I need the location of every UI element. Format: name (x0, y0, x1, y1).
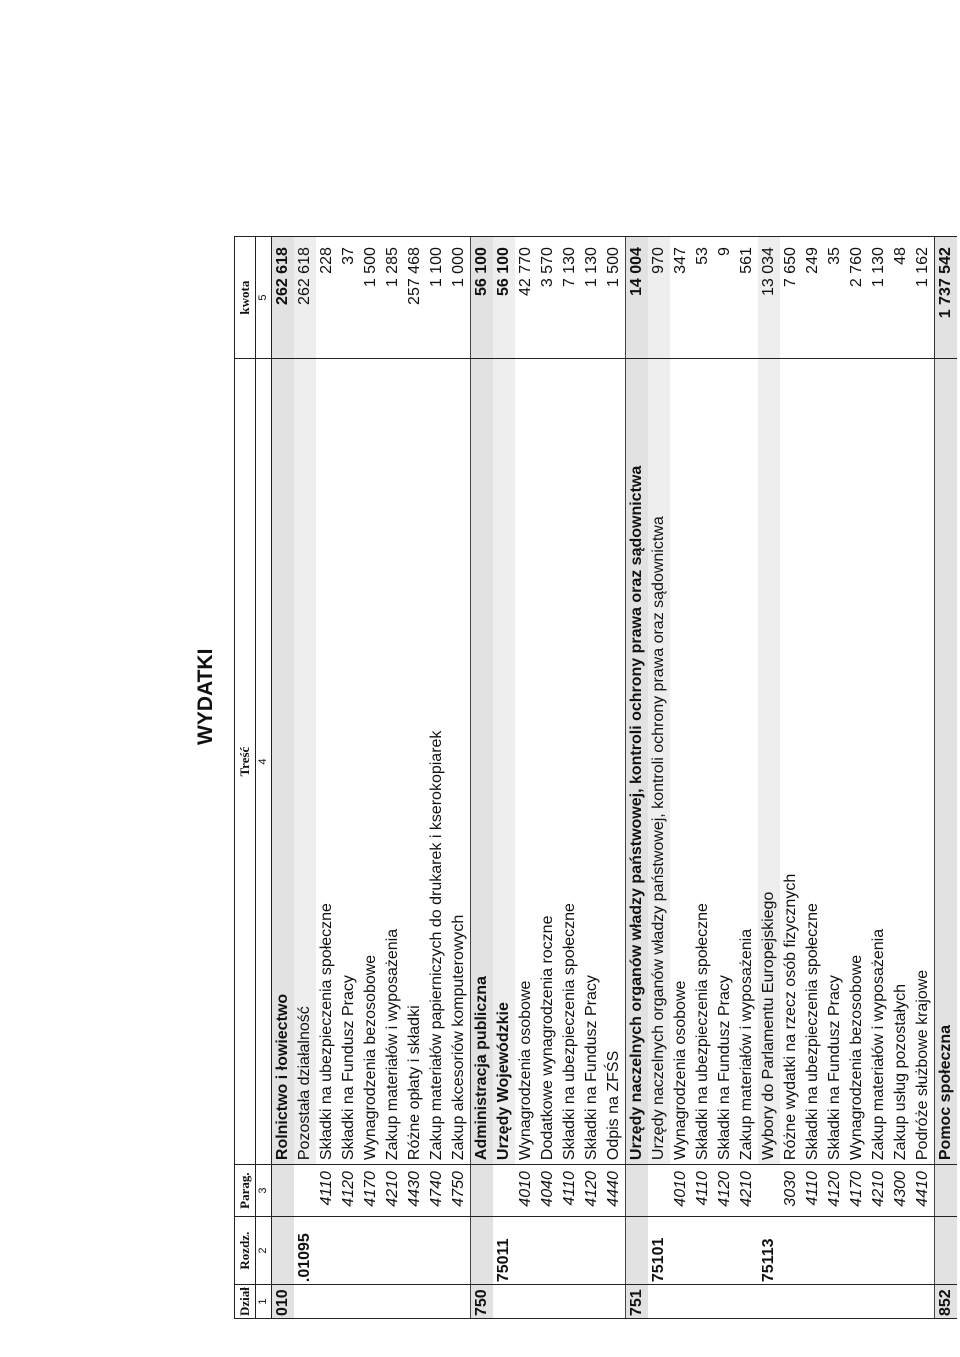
cell-dzial (736, 1285, 758, 1319)
cell-rozdz (404, 1217, 426, 1285)
cell-dzial (581, 1285, 603, 1319)
cell-parag: 4110 (316, 1165, 338, 1217)
table-row (471, 237, 494, 1319)
cell-parag: 4750 (448, 1165, 471, 1217)
cell-parag (493, 1165, 515, 1217)
cell-tresc: Wybory do Parlamentu Europejskiego (758, 359, 780, 1165)
cell-tresc: Różne opłaty i składki (404, 359, 426, 1165)
cell-dzial (780, 1285, 802, 1319)
column-number: 5 (256, 237, 272, 359)
cell-kwota: 3 570 (537, 237, 559, 359)
cell-tresc: Różne wydatki na rzecz osób fizycznych (780, 359, 802, 1165)
cell-tresc: Składki na ubezpieczenia społeczne (316, 359, 338, 1165)
column-number: 4 (256, 359, 272, 1165)
cell-kwota: 48 (890, 237, 912, 359)
cell-kwota: 7 130 (559, 237, 581, 359)
cell-tresc: Rolnictwo i łowiectwo (272, 359, 295, 1165)
cell-parag: 4110 (559, 1165, 581, 1217)
table-row (316, 237, 338, 1319)
header-tresc: Treść (235, 359, 256, 1165)
cell-tresc: Składki na ubezpieczenia społeczne (692, 359, 714, 1165)
cell-parag: 4430 (404, 1165, 426, 1217)
cell-dzial (868, 1285, 890, 1319)
cell-rozdz (846, 1217, 868, 1285)
cell-kwota: 1 100 (426, 237, 448, 359)
cell-dzial (493, 1285, 515, 1319)
cell-rozdz (316, 1217, 338, 1285)
cell-parag (272, 1165, 295, 1217)
cell-parag: 4440 (603, 1165, 626, 1217)
cell-rozdz (935, 1217, 958, 1285)
cell-kwota: 35 (824, 237, 846, 359)
cell-tresc: Zakup akcesoriów komputerowych (448, 359, 471, 1165)
table-row (758, 237, 780, 1319)
table-row (714, 237, 736, 1319)
cell-tresc: Wynagrodzenia bezosobowe (360, 359, 382, 1165)
cell-tresc: Zakup materiałów i wyposażenia (736, 359, 758, 1165)
cell-tresc: Pozostała działalność (294, 359, 316, 1165)
cell-parag (626, 1165, 649, 1217)
cell-tresc: Urzędy Wojewódzkie (493, 359, 515, 1165)
cell-parag (935, 1165, 958, 1217)
cell-rozdz (824, 1217, 846, 1285)
table-row (935, 237, 958, 1319)
cell-dzial (824, 1285, 846, 1319)
cell-kwota: 262 618 (294, 237, 316, 359)
cell-tresc: Wynagrodzenia osobowe (515, 359, 537, 1165)
table-row (338, 237, 360, 1319)
cell-kwota: 14 004 (626, 237, 649, 359)
cell-dzial (890, 1285, 912, 1319)
cell-tresc: Składki na ubezpieczenia społeczne (559, 359, 581, 1165)
table-row (912, 237, 935, 1319)
column-number-row (256, 237, 272, 1319)
table-row (360, 237, 382, 1319)
cell-parag: 4410 (912, 1165, 935, 1217)
cell-rozdz (382, 1217, 404, 1285)
cell-parag: 4120 (824, 1165, 846, 1217)
cell-dzial (648, 1285, 670, 1319)
cell-dzial: 751 (626, 1285, 649, 1319)
table-row (448, 237, 471, 1319)
cell-tresc: Podróże służbowe krajowe (912, 359, 935, 1165)
cell-parag: 4010 (670, 1165, 692, 1217)
table-row (670, 237, 692, 1319)
table-row (648, 237, 670, 1319)
cell-dzial (912, 1285, 935, 1319)
cell-rozdz (448, 1217, 471, 1285)
cell-parag (648, 1165, 670, 1217)
cell-dzial (758, 1285, 780, 1319)
cell-rozdz: .01095 (294, 1217, 316, 1285)
cell-kwota: 56 100 (493, 237, 515, 359)
cell-dzial: 852 (935, 1285, 958, 1319)
cell-rozdz (780, 1217, 802, 1285)
cell-parag: 4010 (515, 1165, 537, 1217)
table-row (382, 237, 404, 1319)
cell-rozdz (515, 1217, 537, 1285)
cell-rozdz (670, 1217, 692, 1285)
cell-tresc: Urzędy naczelnych organów władzy państwowej, kontroli ochrony prawa oraz sądownictwa (626, 359, 649, 1165)
cell-rozdz (868, 1217, 890, 1285)
table-row (802, 237, 824, 1319)
cell-tresc: Składki na Fundusz Pracy (714, 359, 736, 1165)
cell-dzial (382, 1285, 404, 1319)
table-row (780, 237, 802, 1319)
cell-rozdz: 75101 (648, 1217, 670, 1285)
header-parag: Parag. (235, 1165, 256, 1217)
cell-kwota: 1 500 (360, 237, 382, 359)
cell-tresc: Składki na Fundusz Pracy (824, 359, 846, 1165)
table-row (272, 237, 295, 1319)
cell-dzial: 750 (471, 1285, 494, 1319)
cell-kwota: 42 770 (515, 237, 537, 359)
cell-dzial (670, 1285, 692, 1319)
table-row (537, 237, 559, 1319)
column-number: 2 (256, 1217, 272, 1285)
header-rozdz: Rozdz. (235, 1217, 256, 1285)
cell-rozdz: 75011 (493, 1217, 515, 1285)
cell-tresc: Zakup usług pozostałych (890, 359, 912, 1165)
cell-parag: 4170 (846, 1165, 868, 1217)
cell-rozdz: 75113 (758, 1217, 780, 1285)
cell-tresc: Składki na Fundusz Pracy (581, 359, 603, 1165)
cell-kwota: 13 034 (758, 237, 780, 359)
cell-parag (471, 1165, 494, 1217)
cell-dzial (537, 1285, 559, 1319)
document-title: WYDATKI (194, 648, 217, 745)
cell-dzial (338, 1285, 360, 1319)
table-row (603, 237, 626, 1319)
header-kwota: kwota (235, 237, 256, 359)
cell-parag: 3030 (780, 1165, 802, 1217)
cell-tresc: Zakup materiałów i wyposażenia (382, 359, 404, 1165)
expenses-table (234, 236, 957, 1319)
table-row (426, 237, 448, 1319)
cell-rozdz (603, 1217, 626, 1285)
cell-kwota: 1 737 542 (935, 237, 958, 359)
cell-rozdz (802, 1217, 824, 1285)
cell-kwota: 1 500 (603, 237, 626, 359)
cell-kwota: 37 (338, 237, 360, 359)
cell-dzial (802, 1285, 824, 1319)
cell-kwota: 262 618 (272, 237, 295, 359)
cell-dzial (714, 1285, 736, 1319)
cell-rozdz (912, 1217, 935, 1285)
column-header-row (235, 237, 256, 1319)
cell-tresc: Dodatkowe wynagrodzenia roczne (537, 359, 559, 1165)
cell-kwota: 1 162 (912, 237, 935, 359)
cell-dzial (448, 1285, 471, 1319)
cell-dzial (846, 1285, 868, 1319)
table-body (272, 237, 958, 1319)
table-row (581, 237, 603, 1319)
table-row (493, 237, 515, 1319)
table-row (294, 237, 316, 1319)
cell-dzial (603, 1285, 626, 1319)
cell-rozdz (581, 1217, 603, 1285)
cell-tresc: Administracja publiczna (471, 359, 494, 1165)
cell-tresc: Wynagrodzenia osobowe (670, 359, 692, 1165)
cell-kwota: 1 000 (448, 237, 471, 359)
cell-kwota: 561 (736, 237, 758, 359)
cell-rozdz (471, 1217, 494, 1285)
cell-parag: 4170 (360, 1165, 382, 1217)
cell-dzial (692, 1285, 714, 1319)
cell-dzial: 010 (272, 1285, 295, 1319)
cell-dzial (515, 1285, 537, 1319)
cell-rozdz (736, 1217, 758, 1285)
cell-parag: 4210 (736, 1165, 758, 1217)
table-row (515, 237, 537, 1319)
column-number: 1 (256, 1285, 272, 1319)
table-row (404, 237, 426, 1319)
cell-parag: 4110 (692, 1165, 714, 1217)
column-number: 3 (256, 1165, 272, 1217)
table-row (890, 237, 912, 1319)
cell-dzial (559, 1285, 581, 1319)
table-row (824, 237, 846, 1319)
cell-rozdz (338, 1217, 360, 1285)
cell-kwota: 228 (316, 237, 338, 359)
header-dzial: Dział (235, 1285, 256, 1319)
cell-tresc: Zakup materiałów i wyposażenia (868, 359, 890, 1165)
cell-dzial (426, 1285, 448, 1319)
cell-dzial (316, 1285, 338, 1319)
table-row (736, 237, 758, 1319)
cell-parag: 4210 (382, 1165, 404, 1217)
table-row (626, 237, 649, 1319)
table-row (868, 237, 890, 1319)
cell-rozdz (360, 1217, 382, 1285)
cell-kwota: 347 (670, 237, 692, 359)
cell-parag (294, 1165, 316, 1217)
cell-tresc: Składki na ubezpieczenia społeczne (802, 359, 824, 1165)
cell-rozdz (426, 1217, 448, 1285)
cell-rozdz (714, 1217, 736, 1285)
cell-kwota: 257 468 (404, 237, 426, 359)
cell-tresc: Odpis na ZFŚS (603, 359, 626, 1165)
cell-parag: 4120 (338, 1165, 360, 1217)
cell-parag: 4040 (537, 1165, 559, 1217)
cell-rozdz (272, 1217, 295, 1285)
cell-kwota: 2 760 (846, 237, 868, 359)
cell-rozdz (626, 1217, 649, 1285)
cell-parag: 4120 (581, 1165, 603, 1217)
cell-dzial (294, 1285, 316, 1319)
table-row (692, 237, 714, 1319)
cell-rozdz (890, 1217, 912, 1285)
cell-kwota: 1 130 (868, 237, 890, 359)
cell-parag: 4110 (802, 1165, 824, 1217)
cell-parag: 4120 (714, 1165, 736, 1217)
cell-kwota: 53 (692, 237, 714, 359)
cell-rozdz (692, 1217, 714, 1285)
cell-parag: 4210 (868, 1165, 890, 1217)
cell-tresc: Pomoc społeczna (935, 359, 958, 1165)
cell-tresc: Zakup materiałów papierniczych do drukarek i kserokopiarek (426, 359, 448, 1165)
cell-kwota: 1 285 (382, 237, 404, 359)
cell-kwota: 249 (802, 237, 824, 359)
cell-rozdz (537, 1217, 559, 1285)
table-row (846, 237, 868, 1319)
cell-kwota: 7 650 (780, 237, 802, 359)
cell-kwota: 56 100 (471, 237, 494, 359)
cell-tresc: Urzędy naczelnych organów władzy państwowej, kontroli ochrony prawa oraz sądownictwa (648, 359, 670, 1165)
cell-kwota: 9 (714, 237, 736, 359)
cell-tresc: Wynagrodzenia bezosobowe (846, 359, 868, 1165)
cell-tresc: Składki na Fundusz Pracy (338, 359, 360, 1165)
cell-rozdz (559, 1217, 581, 1285)
cell-parag (758, 1165, 780, 1217)
cell-kwota: 970 (648, 237, 670, 359)
cell-parag: 4740 (426, 1165, 448, 1217)
cell-dzial (360, 1285, 382, 1319)
cell-parag: 4300 (890, 1165, 912, 1217)
cell-kwota: 1 130 (581, 237, 603, 359)
cell-dzial (404, 1285, 426, 1319)
table-row (559, 237, 581, 1319)
